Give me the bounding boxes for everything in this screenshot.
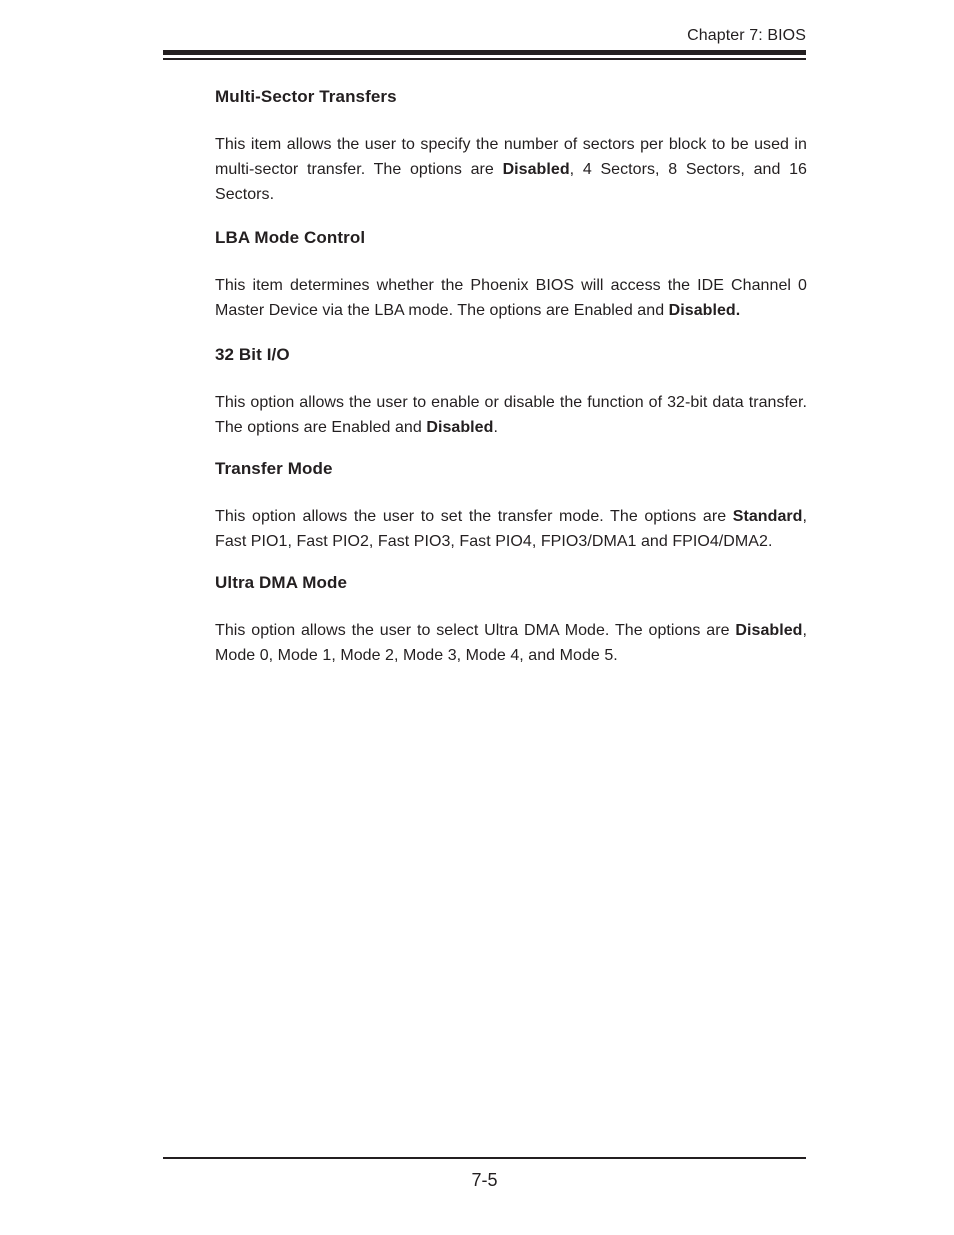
body-text: This item allows the user to specify the number of sectors per block to be used in multi-sector transfer. The options are <box>215 136 807 178</box>
body-text: This option allows the user to enable or disable the function of 32-bit data transfer. The options are Enabled and <box>215 394 807 436</box>
body-text: This option allows the user to set the transfer mode. The options are <box>215 508 733 525</box>
chapter-title: Chapter 7: BIOS <box>687 27 806 44</box>
section-body <box>215 273 807 323</box>
default-option: Disabled <box>735 622 803 639</box>
section-heading: LBA Mode Control <box>215 228 366 247</box>
page-header <box>163 26 806 60</box>
section-transfer-mode <box>215 458 807 554</box>
section-heading: Transfer Mode <box>215 459 333 478</box>
section-body <box>215 504 807 554</box>
section-body <box>215 390 807 440</box>
footer-rule <box>163 1157 806 1159</box>
body-text: , 4 Sectors, 8 Sectors, and 16 Sectors. <box>215 161 808 203</box>
default-option: Disabled <box>502 161 570 178</box>
header-rule-thin <box>163 58 806 60</box>
section-32-bit-io <box>215 344 807 440</box>
page-number: 7-5 <box>471 1170 498 1190</box>
default-option: Disabled <box>426 419 494 436</box>
body-text: This option allows the user to select Ultra DMA Mode. The options are <box>215 622 736 639</box>
body-text: , Fast PIO1, Fast PIO2, Fast PIO3, Fast PIO4, FPIO3/DMA1 and FPIO4/DMA2. <box>215 508 807 550</box>
default-option: Standard <box>732 508 803 525</box>
page-content <box>215 86 807 668</box>
section-heading: Multi-Sector Transfers <box>215 87 397 106</box>
section-ultra-dma-mode <box>215 572 807 668</box>
body-text: . <box>493 419 498 436</box>
section-heading: Ultra DMA Mode <box>215 573 348 592</box>
page-footer <box>163 1157 806 1191</box>
default-option: Disabled. <box>668 302 741 319</box>
body-text: , Mode 0, Mode 1, Mode 2, Mode 3, Mode 4, and Mode 5. <box>215 622 807 664</box>
section-body <box>215 618 807 668</box>
header-rule-thick <box>163 50 806 55</box>
section-lba-mode-control <box>215 227 807 323</box>
body-text: This item determines whether the Phoenix BIOS will access the IDE Channel 0 Master Device via the LBA mode. The options are Enabled and <box>215 277 807 319</box>
section-heading: 32 Bit I/O <box>215 345 290 364</box>
section-multi-sector-transfers <box>215 86 807 207</box>
section-body <box>215 132 807 207</box>
